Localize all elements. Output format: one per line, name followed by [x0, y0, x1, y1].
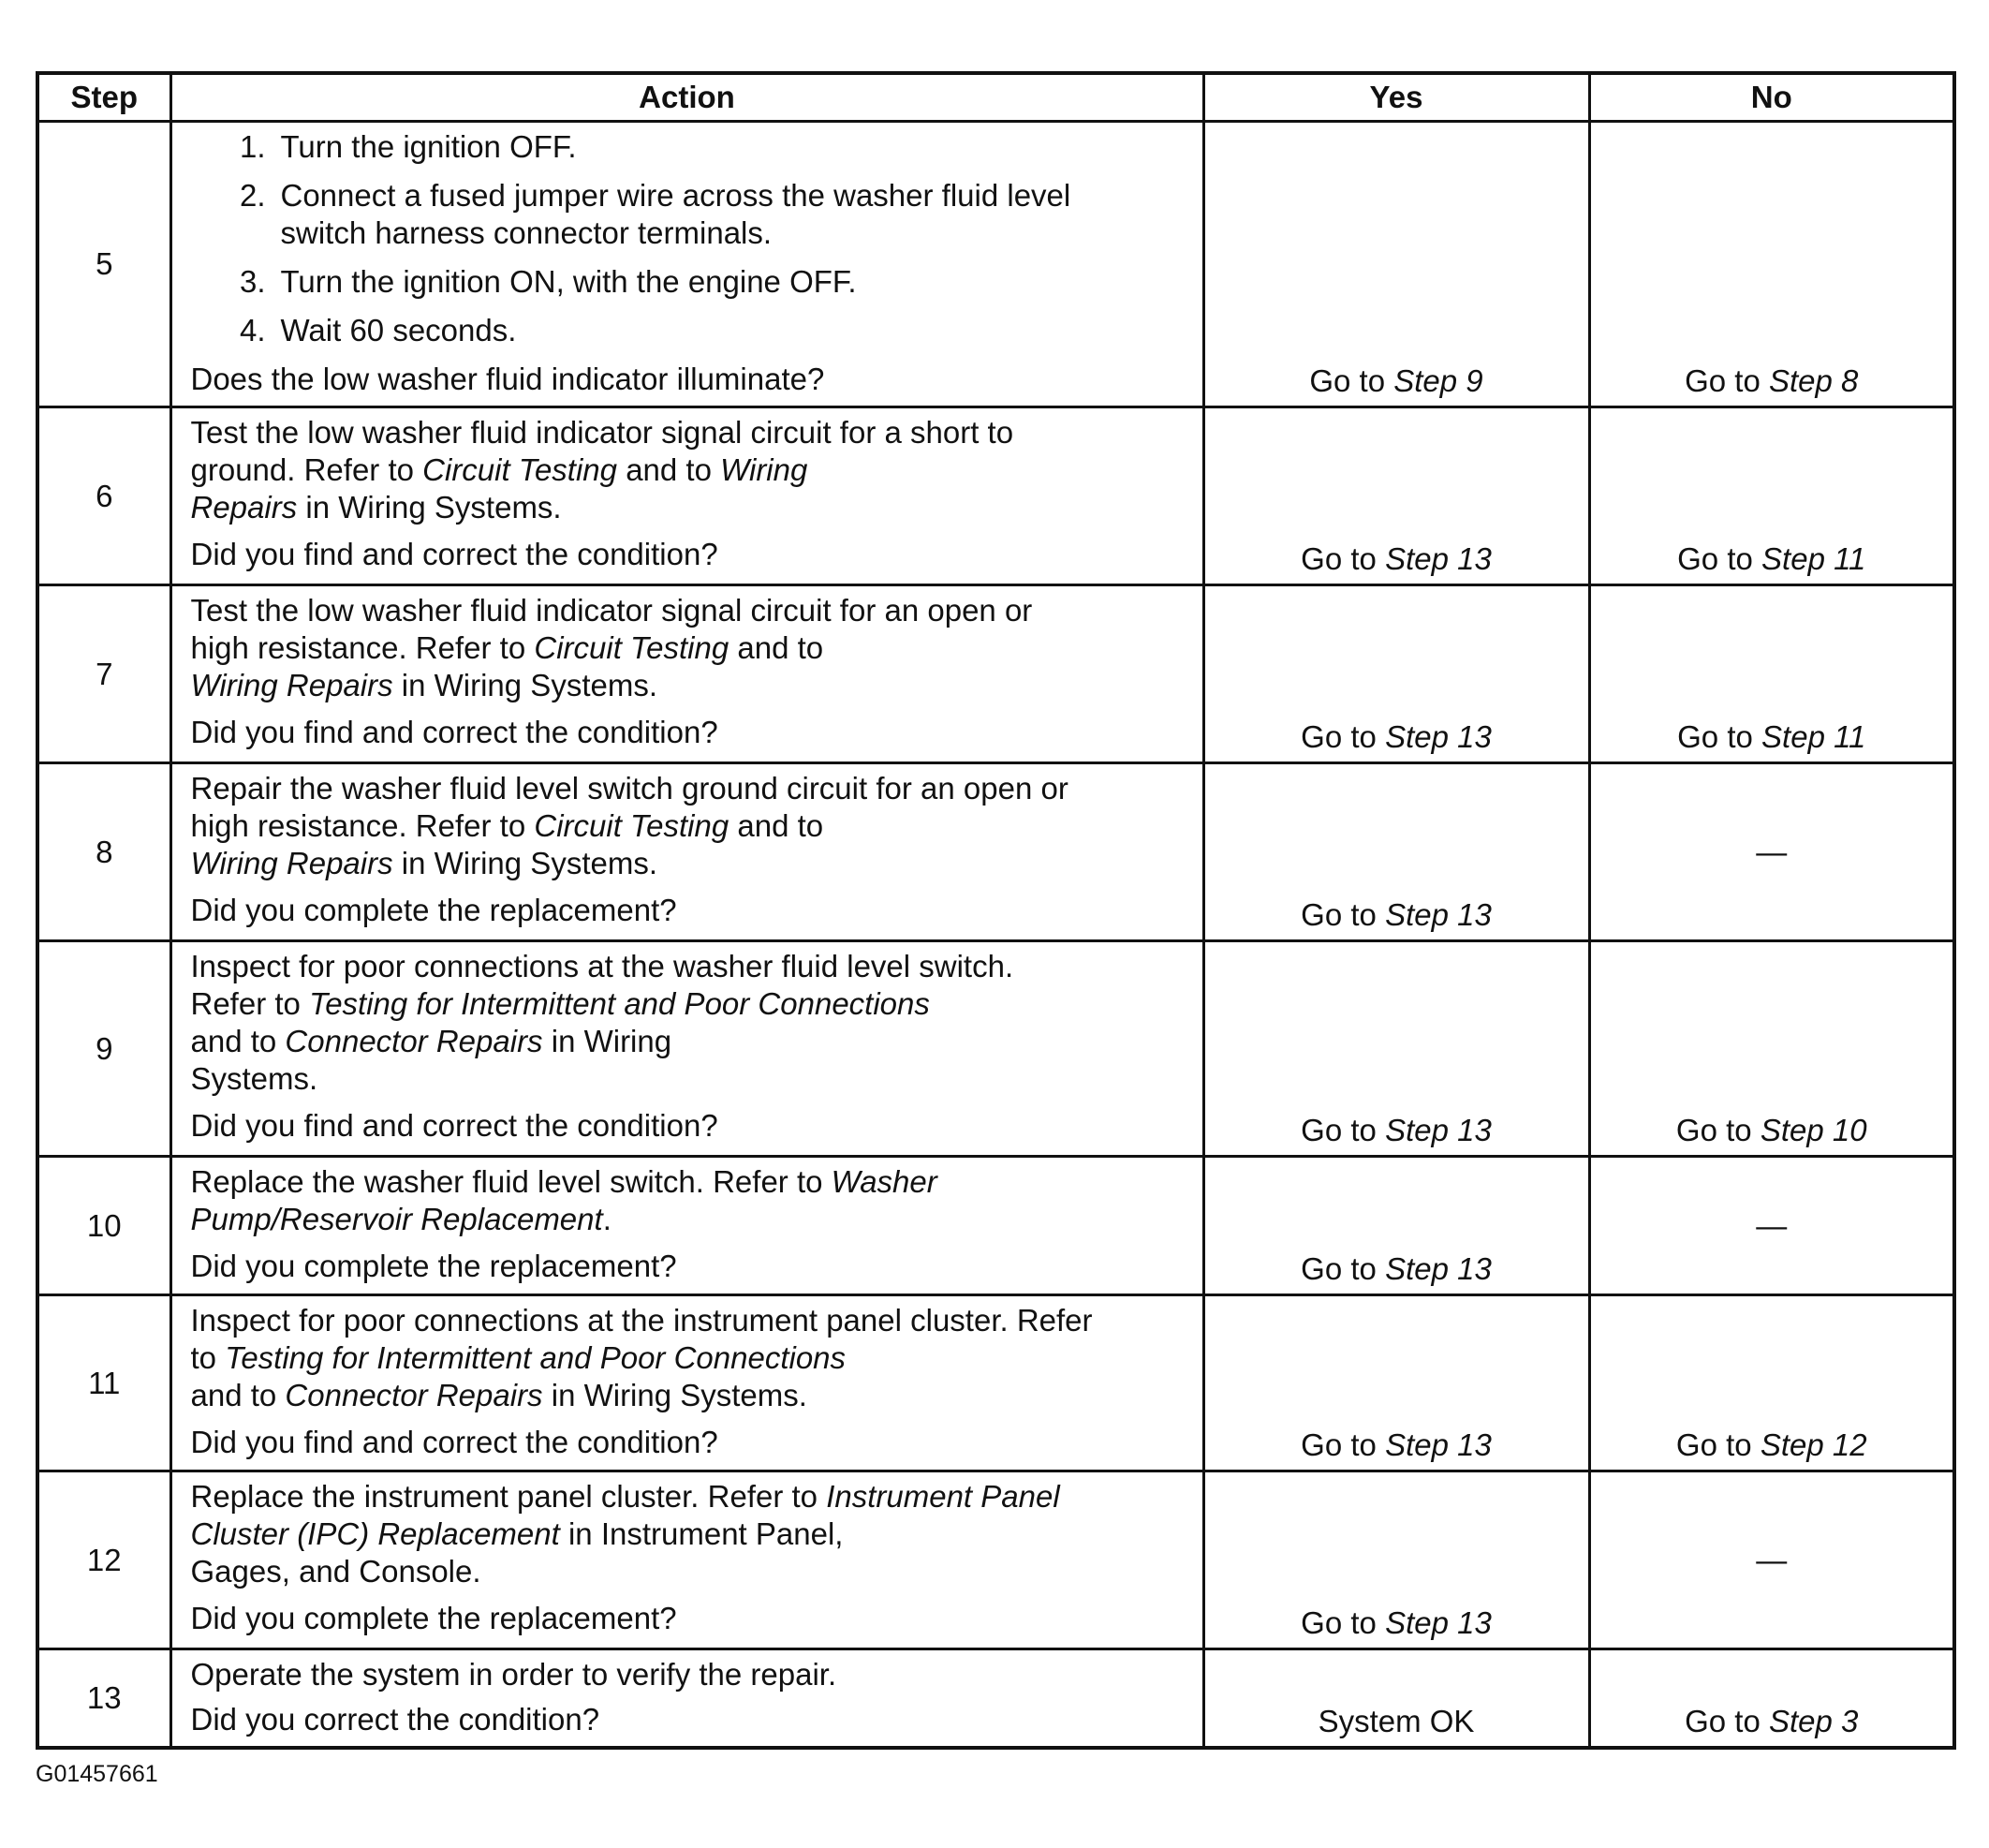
- reference-link: Circuit Testing: [534, 808, 729, 843]
- step-number: 12: [37, 1471, 170, 1649]
- figure-id: G01457661: [36, 1761, 158, 1787]
- yes-cell: Go to Step 13: [1203, 1157, 1589, 1295]
- table-row: [37, 941, 1954, 1157]
- action-question: Did you complete the replacement?: [190, 1601, 677, 1635]
- yes-cell: Go to Step 13: [1203, 763, 1589, 941]
- action-cell: [170, 941, 1203, 1157]
- action-question: Does the low washer fluid indicator illuminate?: [190, 362, 825, 396]
- no-cell-empty: —: [1589, 1157, 1954, 1295]
- sub-step: 4. Wait 60 seconds.: [239, 313, 517, 347]
- reference-link: Wiring Repairs: [190, 668, 393, 702]
- header-no: No: [1589, 73, 1954, 122]
- no-cell: Go to Step 3: [1589, 1649, 1954, 1749]
- reference-link: Testing for Intermittent and Poor Connections: [309, 986, 930, 1021]
- table-row: [37, 1471, 1954, 1649]
- no-cell-empty: —: [1589, 763, 1954, 941]
- table-row: [37, 122, 1954, 407]
- header-action: Action: [170, 73, 1203, 122]
- reference-link: Circuit Testing: [534, 630, 729, 665]
- reference-link: Connector Repairs: [285, 1024, 543, 1058]
- diagnostic-table: [36, 71, 1956, 1750]
- yes-cell: Go to Step 13: [1203, 941, 1589, 1157]
- yes-cell: Go to Step 13: [1203, 585, 1589, 763]
- no-cell: Go to Step 8: [1589, 122, 1954, 407]
- action-cell: [170, 122, 1203, 407]
- reference-link: Wiring Repairs: [190, 846, 393, 880]
- table-row: [37, 585, 1954, 763]
- step-link: Step 3: [1768, 1704, 1859, 1738]
- action-cell: [170, 1471, 1203, 1649]
- table-row: [37, 1649, 1954, 1749]
- table-row: [37, 1157, 1954, 1295]
- table-row: [37, 763, 1954, 941]
- yes-cell: System OK: [1203, 1649, 1589, 1749]
- action-question: Did you find and correct the condition?: [190, 1425, 718, 1459]
- step-link: Step 11: [1761, 719, 1866, 754]
- step-link: Step 13: [1385, 1251, 1492, 1286]
- action-question: Did you find and correct the condition?: [190, 1108, 718, 1143]
- yes-cell: Go to Step 13: [1203, 1471, 1589, 1649]
- sub-step-list: [191, 128, 1189, 349]
- header-yes: Yes: [1203, 73, 1589, 122]
- sub-step: 3. Turn the ignition ON, with the engine OFF.: [239, 264, 857, 299]
- action-text: Repair the washer fluid level switch ground circuit for an open or high resistance. Refer to Circuit Testing and to Wiring Repairs in Wiring Systems.: [190, 771, 1068, 880]
- action-text: Inspect for poor connections at the washer fluid level switch. Refer to Testing for Intermittent and Poor Connections and to Connector Repairs in Wiring Systems.: [190, 949, 1014, 1096]
- reference-link: Wiring Repairs: [190, 452, 808, 525]
- step-number: 6: [37, 407, 170, 585]
- reference-link: Washer Pump/Reservoir Replacement: [190, 1164, 937, 1236]
- action-text: Replace the washer fluid level switch. Refer to Washer Pump/Reservoir Replacement.: [190, 1164, 937, 1236]
- no-cell: Go to Step 11: [1589, 407, 1954, 585]
- no-cell: Go to Step 11: [1589, 585, 1954, 763]
- reference-link: Instrument Panel Cluster (IPC) Replacement: [190, 1479, 1060, 1551]
- action-text: Inspect for poor connections at the instrument panel cluster. Refer to Testing for Intermittent and Poor Connections and to Connector Repairs in Wiring Systems.: [190, 1303, 1093, 1412]
- step-number: 13: [37, 1649, 170, 1749]
- step-number: 5: [37, 122, 170, 407]
- table-row: [37, 407, 1954, 585]
- action-question: Did you find and correct the condition?: [190, 715, 718, 749]
- no-cell: Go to Step 12: [1589, 1295, 1954, 1471]
- step-link: Step 13: [1385, 897, 1492, 932]
- action-text: Test the low washer fluid indicator signal circuit for an open or high resistance. Refer to Circuit Testing and to Wiring Repairs in Wiring Systems.: [190, 593, 1033, 702]
- yes-cell: Go to Step 13: [1203, 1295, 1589, 1471]
- sub-step: 1. Turn the ignition OFF.: [239, 129, 577, 164]
- step-link: Step 10: [1760, 1113, 1867, 1147]
- action-cell: [170, 763, 1203, 941]
- diagnostic-document: [36, 71, 1952, 1750]
- step-link: Step 11: [1761, 541, 1866, 576]
- step-link: Step 13: [1385, 541, 1492, 576]
- step-number: 8: [37, 763, 170, 941]
- step-number: 11: [37, 1295, 170, 1471]
- step-number: 9: [37, 941, 170, 1157]
- action-text: Operate the system in order to verify the repair.: [190, 1657, 837, 1692]
- step-link: Step 13: [1385, 719, 1492, 754]
- table-row: [37, 1295, 1954, 1471]
- step-link: Step 13: [1385, 1113, 1492, 1147]
- action-question: Did you correct the condition?: [190, 1702, 600, 1737]
- step-link: Step 13: [1385, 1605, 1492, 1640]
- action-cell: [170, 407, 1203, 585]
- header-row: [37, 73, 1954, 122]
- reference-link: Testing for Intermittent and Poor Connections: [225, 1340, 847, 1375]
- action-cell: [170, 1295, 1203, 1471]
- action-cell: [170, 585, 1203, 763]
- action-cell: [170, 1649, 1203, 1749]
- no-cell-empty: —: [1589, 1471, 1954, 1649]
- no-cell: Go to Step 10: [1589, 941, 1954, 1157]
- step-number: 7: [37, 585, 170, 763]
- sub-step: 2. Connect a fused jumper wire across the washer fluid level switch harness connector terminals.: [239, 178, 1071, 250]
- action-text: Replace the instrument panel cluster. Refer to Instrument Panel Cluster (IPC) Replacement in Instrument Panel, Gages, and Console.: [190, 1479, 1060, 1589]
- step-link: Step 13: [1385, 1427, 1492, 1462]
- step-link: Step 12: [1760, 1427, 1867, 1462]
- action-question: Did you complete the replacement?: [190, 1249, 677, 1283]
- action-text: Test the low washer fluid indicator signal circuit for a short to ground. Refer to Circuit Testing and to Wiring Repairs in Wiring Systems.: [190, 415, 1014, 525]
- action-question: Did you find and correct the condition?: [190, 537, 718, 571]
- step-number: 10: [37, 1157, 170, 1295]
- yes-cell: Go to Step 13: [1203, 407, 1589, 585]
- reference-link: Connector Repairs: [285, 1378, 543, 1412]
- action-question: Did you complete the replacement?: [190, 893, 677, 927]
- reference-link: Circuit Testing: [422, 452, 618, 487]
- step-link: Step 8: [1768, 363, 1859, 398]
- step-link: Step 9: [1393, 363, 1483, 398]
- action-cell: [170, 1157, 1203, 1295]
- yes-cell: Go to Step 9: [1203, 122, 1589, 407]
- header-step: Step: [37, 73, 170, 122]
